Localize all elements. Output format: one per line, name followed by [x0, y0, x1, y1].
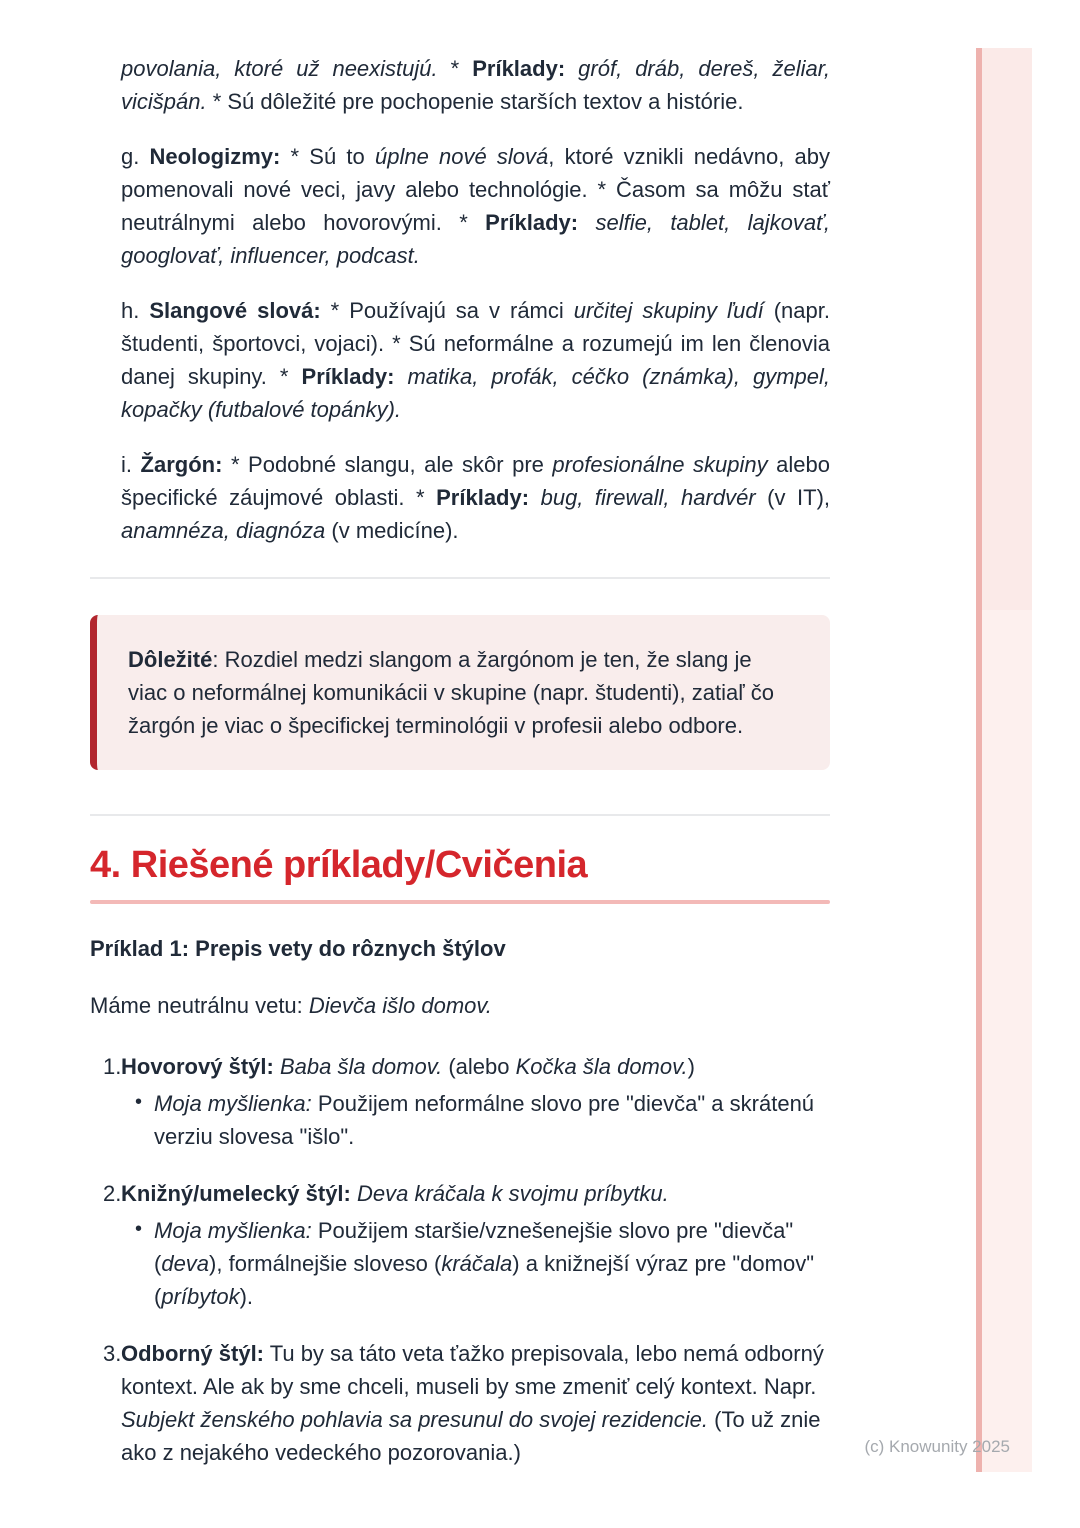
callout-text: Dôležité: Rozdiel medzi slangom a žargónom je ten, že slang je viac o neformálnej komunikácii v skupine (napr. študenti), zatiaľ čo žargón je viac o špecifickej terminológii v profesii alebo odbore.: [128, 647, 774, 738]
paragraph-neologizmy: g. Neologizmy: * Sú to úplne nové slová, ktoré vznikli nedávno, aby pomenovali nové veci, javy alebo technológie. * Časom sa môžu stať neutrálnymi alebo hovorovými. * Príklady: selfie, tablet, lajkovať, googlovať, influencer, podcast.: [121, 144, 830, 268]
heading-rule: [90, 900, 830, 904]
list-item: [90, 1050, 830, 1153]
copyright-footer: (c) Knowunity 2025: [864, 1437, 1010, 1456]
bullet-text: Moja myšlienka: Použijem neformálne slovo pre "dievča" a skrátenú verziu slovesa "išlo".: [154, 1091, 815, 1149]
list-item-number: 2.: [103, 1181, 122, 1206]
list-sub-bullet: [121, 1087, 830, 1153]
list-item-number: 1.: [103, 1054, 122, 1079]
styles-ordered-list: [90, 1050, 830, 1469]
divider: [90, 814, 830, 816]
list-item: [90, 1177, 830, 1313]
list-item-text: Hovorový štýl: Baba šla domov. (alebo Kočka šla domov.): [121, 1054, 695, 1079]
page-edge-stripe: [976, 48, 1032, 1472]
section-heading: 4. Riešené príklady/Cvičenia: [90, 844, 588, 886]
list-item: [90, 1337, 830, 1469]
bullet-text: Moja myšlienka: Použijem staršie/vznešenejšie slovo pre "dievča" (deva), formálnejšie sloveso (kráčala) a knižnejší výraz pre "domov" (príbytok).: [154, 1218, 815, 1309]
bullet-icon: •: [135, 1091, 143, 1113]
example-title: Príklad 1: Prepis vety do rôznych štýlov: [90, 936, 506, 961]
bullet-icon: •: [135, 1218, 143, 1240]
list-item-number: 3.: [103, 1341, 122, 1366]
paragraph-slangove-slova: h. Slangové slová: * Používajú sa v rámci určitej skupiny ľudí (napr. študenti, športovci, vojaci). * Sú neformálne a rozumejú im len členovia danej skupiny. * Príklady: matika, profák, céčko (známka), gympel, kopačky (futbalové topánky).: [121, 298, 830, 422]
document-content: [90, 0, 830, 1493]
example-intro: Máme neutrálnu vetu: Dievča išlo domov.: [90, 993, 492, 1018]
list-item-text: Knižný/umelecký štýl: Deva kráčala k svojmu príbytku.: [121, 1181, 669, 1206]
paragraph-archaisms-continued: povolania, ktoré už neexistujú. * Príklady: gróf, dráb, dereš, želiar, vicišpán. * Sú dôležité pre pochopenie starších textov a histórie.: [121, 56, 830, 114]
divider: [90, 577, 830, 579]
paragraph-zargon: i. Žargón: * Podobné slangu, ale skôr pre profesionálne skupiny alebo špecifické záujmové oblasti. * Príklady: bug, firewall, hardvér (v IT), anamnéza, diagnóza (v medicíne).: [121, 452, 831, 543]
important-callout: [90, 615, 830, 770]
list-sub-bullet: [121, 1214, 830, 1313]
list-item-text: Odborný štýl: Tu by sa táto veta ťažko prepisovala, lebo nemá odborný kontext. Ale ak by sme chceli, museli by sme zmeniť celý kontext. Napr. Subjekt ženského pohlavia sa presunul do svojej rezidencie. (To už znie ako z nejakého vedeckého pozorovania.): [121, 1341, 824, 1465]
